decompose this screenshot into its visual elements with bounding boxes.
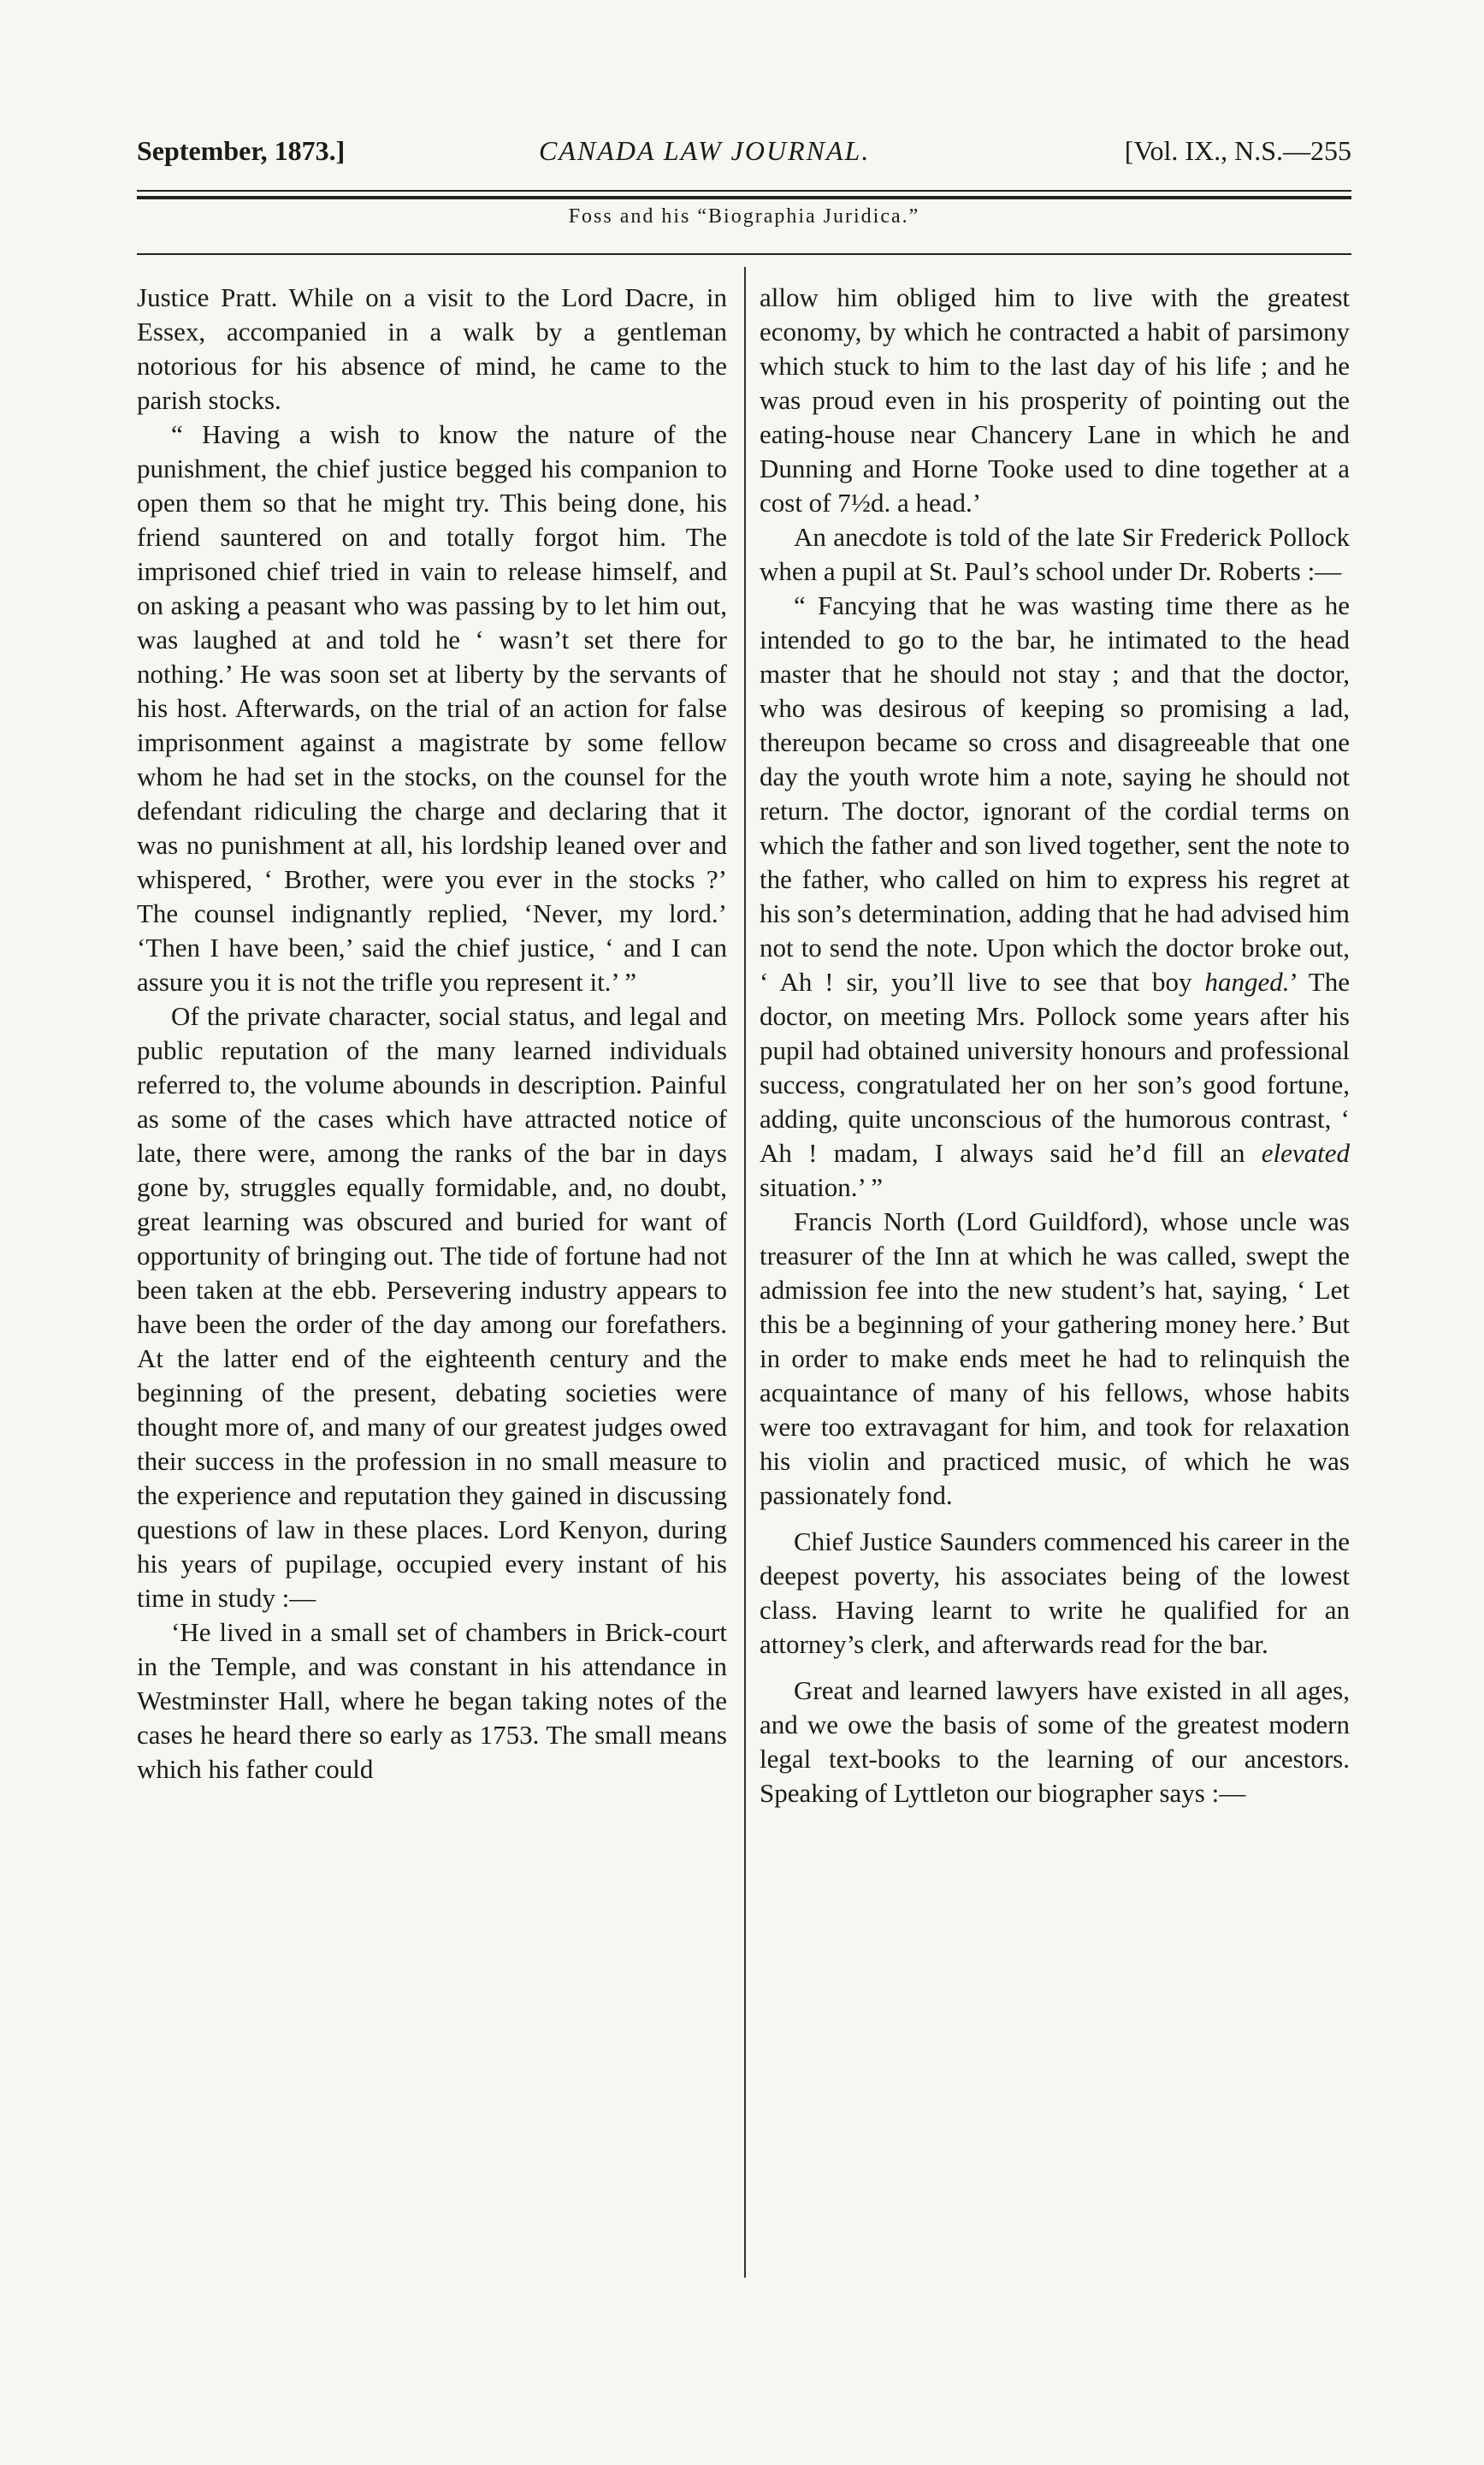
section-rule <box>137 253 1351 255</box>
italic-word: hanged. <box>1204 967 1290 997</box>
section-title: Foss and his “Biographia Juridica.” <box>568 205 920 228</box>
paragraph: Chief Justice Saunders commenced his career in the deepest poverty, his associates being of the lowest class. Having learnt to write he qualified for an attorney’s clerk, and afterwards read for the bar. <box>760 1526 1350 1659</box>
header-volume-page: [Vol. IX., N.S.—255 <box>1124 135 1351 166</box>
running-head <box>137 135 1351 178</box>
paragraph: allow him obliged him to live with the greatest economy, by which he contracted a habit of parsimony which stuck to him to the last day of his life ; and he was proud even in his prosperity of pointing out the eating-house near Chancery Lane in which he and Dunning and Horne Tooke used to dine together at a cost of 7½d. a head.’ <box>760 282 1350 518</box>
paragraph: Of the private character, social status, and legal and public reputation of the many learned individuals referred to, the volume abounds in description. Painful as some of the cases which have attracted notice of late, there were, among the ranks of the bar in days gone by, struggles equally formidable, and, no doubt, great learning was obscured and buried for want of opportunity of bringing out. The tide of fortune had not been taken at the ebb. Persevering industry appears to have been the order of the day among our forefathers. At the latter end of the eighteenth century and the beginning of the present, debating societies were thought more of, and many of our greatest judges owed their success in the profession in no small measure to the experience and reputation they gained in discussing questions of law in these places. Lord Kenyon, during his years of pupilage, occupied every instant of his time in study :— <box>137 1001 727 1613</box>
header-rule-bottom <box>137 196 1351 199</box>
right-column <box>760 281 1350 1810</box>
header-date: September, 1873.] <box>137 135 346 166</box>
paragraph: “ Having a wish to know the nature of the punishment, the chief justice begged his companion to open them so that he might try. This being done, his friend sauntered on and totally forgot him. The imprisoned chief tried in vain to release himself, and on asking a peasant who was passing by to let him out, was laughed at and told he ‘ wasn’t set there for nothing.’ He was soon set at liberty by the servants of his host. Afterwards, on the trial of an action for false imprisonment against a magistrate by some fellow whom he had set in the stocks, on the counsel for the defendant ridiculing the charge and declaring that it was no punishment at all, his lordship leaned over and whispered, ‘ Brother, were you ever in the stocks ?’ The counsel indignantly replied, ‘Never, my lord.’ ‘Then I have been,’ said the chief justice, ‘ and I can assure you it is not the trifle you represent it.’ ” <box>137 419 727 997</box>
paragraph: Great and learned lawyers have existed in all ages, and we owe the basis of some of the greatest modern legal text-books to the learning of our ancestors. Speaking of Lyttleton our biographer says :— <box>760 1675 1350 1808</box>
paragraph-text: ’ The doctor, on meeting Mrs. Pollock some years after his pupil had obtained university honours and professional success, congratulated her on her son’s good fortune, adding, quite unconscious of the humorous contrast, ‘ Ah ! madam, I always said he’d fill an <box>760 967 1350 1168</box>
header-rule-top <box>137 190 1351 192</box>
paragraph: ‘He lived in a small set of chambers in Brick-court in the Temple, and was constant in his attendance in Westminster Hall, where he began taking notes of the cases he heard there so early as 1753. The small means which his father could <box>137 1617 727 1784</box>
paragraph: Justice Pratt. While on a visit to the Lord Dacre, in Essex, accompanied in a walk by a gentleman notorious for his absence of mind, he came to the parish stocks. <box>137 282 727 415</box>
paragraph <box>760 589 1350 1205</box>
header-journal-title: CANADA LAW JOURNAL. <box>539 135 871 166</box>
paragraph: Francis North (Lord Guildford), whose uncle was treasurer of the Inn at which he was called, swept the admission fee into the new student’s hat, saying, ‘ Let this be a beginning of your gathering money here.’ But in order to make ends meet he had to relinquish the acquaintance of many of his fellows, whose habits were too extravagant for him, and took for relaxation his violin and practiced music, of which he was passionately fond. <box>760 1206 1350 1510</box>
italic-word: elevated <box>1261 1138 1350 1168</box>
left-column <box>137 281 727 1787</box>
paragraph: An anecdote is told of the late Sir Frederick Pollock when a pupil at St. Paul’s school under Dr. Roberts :— <box>760 522 1350 586</box>
column-divider <box>744 267 746 2278</box>
paragraph-text: “ Fancying that he was wasting time there as he intended to go to the bar, he intimated to the head master that he should not stay ; and that the doctor, who was desirous of keeping so promising a lad, thereupon became so cross and disagreeable that one day the youth wrote him a note, saying he should not return. The doctor, ignorant of the cordial terms on which the father and son lived together, sent the note to the father, who called on him to express his regret at his son’s determination, adding that he had advised him not to send the note. Upon which the doctor broke out, ‘ Ah ! sir, you’ll live to see that boy <box>760 590 1350 997</box>
paragraph-text: situation.’ ” <box>760 1172 884 1202</box>
